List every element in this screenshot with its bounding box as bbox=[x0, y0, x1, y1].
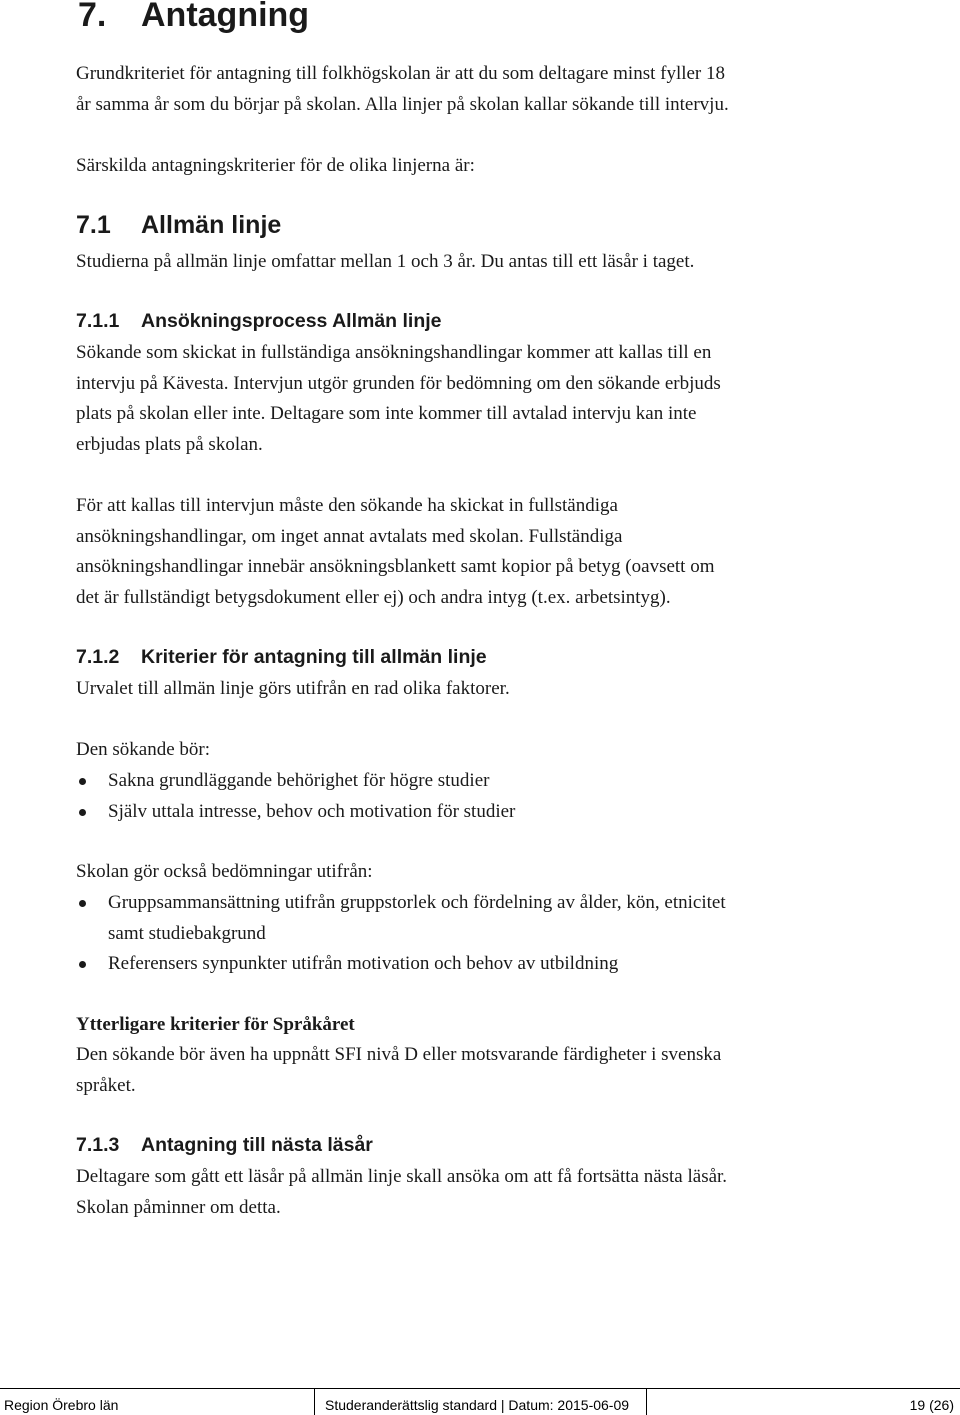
section-number: 7. bbox=[78, 0, 107, 34]
page-footer bbox=[0, 1388, 960, 1415]
subsection-title: Allmän linje bbox=[141, 211, 282, 239]
sprakaret-heading: Ytterligare kriterier för Språkåret bbox=[76, 1014, 355, 1035]
paragraph-line: Skolan påminner om detta. bbox=[76, 1196, 281, 1218]
bullet-line: Gruppsammansättning utifrån gruppstorlek och fördelning av ålder, kön, etnicitet bbox=[108, 892, 726, 913]
paragraph-line: intervju på Kävesta. Intervjun utgör grunden för bedömning om den sökande erbjuds bbox=[76, 372, 721, 394]
paragraph-line: För att kallas till intervjun måste den sökande ha skickat in fullständiga bbox=[76, 495, 618, 516]
bullet-text: Själv uttala intresse, behov och motivation för studier bbox=[108, 801, 516, 822]
footer-divider bbox=[314, 1389, 315, 1415]
paragraph-line: erbjudas plats på skolan. bbox=[76, 433, 263, 455]
footer-page-number: 19 (26) bbox=[909, 1397, 954, 1413]
kriterier-intro: Urvalet till allmän linje görs utifrån en rad olika faktorer. bbox=[76, 678, 510, 699]
footer-divider bbox=[646, 1389, 647, 1415]
bullet-icon bbox=[79, 900, 86, 907]
bullet-icon bbox=[79, 809, 86, 816]
bullet-icon bbox=[79, 778, 86, 785]
paragraph-line: Sökande som skickat in fullständiga ansökningshandlingar kommer att kallas till en bbox=[76, 342, 712, 363]
paragraph-line: ansökningshandlingar, om inget annat avtalats med skolan. Fullständiga bbox=[76, 525, 623, 547]
paragraph-line: Den sökande bör även ha uppnått SFI nivå D eller motsvarande färdigheter i svenska bbox=[76, 1044, 722, 1065]
subsection-number: 7.1 bbox=[76, 211, 111, 239]
intro-line: Grundkriteriet för antagning till folkhögskolan är att du som deltagare minst fyller 18 bbox=[76, 63, 726, 84]
allman-linje-text: Studierna på allmän linje omfattar mellan 1 och 3 år. Du antas till ett läsår i taget. bbox=[76, 251, 695, 272]
bullet-text: Sakna grundläggande behörighet för högre studier bbox=[108, 770, 490, 791]
paragraph-line: plats på skolan eller inte. Deltagare som inte kommer till avtalad intervju kan inte bbox=[76, 403, 697, 425]
subsection-number: 7.1.2 bbox=[76, 646, 120, 668]
subsection-heading-7-1-3 bbox=[76, 1134, 373, 1157]
paragraph-line: ansökningshandlingar innebär ansökningsblankett samt kopior på betyg (oavsett om bbox=[76, 556, 715, 578]
footer-document-info: Studeranderättslig standard | Datum: 2015-06-09 bbox=[325, 1397, 630, 1413]
subsection-heading-7-1-2 bbox=[76, 646, 487, 669]
intro-paragraph bbox=[76, 59, 729, 120]
section-heading bbox=[78, 0, 309, 35]
subsection-number: 7.1.1 bbox=[76, 310, 120, 332]
sprakaret-paragraph bbox=[76, 1040, 721, 1101]
bullet-text bbox=[108, 888, 726, 949]
paragraph-line: Deltagare som gått ett läsår på allmän linje skall ansöka om att få fortsätta nästa läsår. bbox=[76, 1166, 728, 1187]
subsection-heading-7-1-1 bbox=[76, 310, 442, 333]
subsection-heading-7-1 bbox=[76, 211, 281, 240]
bullet-text: Referensers synpunkter utifrån motivation och behov av utbildning bbox=[108, 953, 619, 974]
subsection-number: 7.1.3 bbox=[76, 1134, 120, 1156]
school-heading: Skolan gör också bedömningar utifrån: bbox=[76, 861, 373, 882]
subsection-title: Kriterier för antagning till allmän linje bbox=[141, 646, 487, 668]
special-criteria-text: Särskilda antagningskriterier för de olika linjerna är: bbox=[76, 155, 475, 176]
section-title: Antagning bbox=[141, 0, 310, 34]
intro-line: år samma år som du börjar på skolan. Alla linjer på skolan kallar sökande till intervju. bbox=[76, 93, 729, 115]
ansokningsprocess-paragraph-1 bbox=[76, 338, 721, 460]
nasta-lasar-paragraph bbox=[76, 1162, 727, 1223]
bullet-icon bbox=[79, 961, 86, 968]
applicant-heading: Den sökande bör: bbox=[76, 739, 211, 760]
paragraph-line: språket. bbox=[76, 1074, 136, 1096]
subsection-title: Antagning till nästa läsår bbox=[141, 1134, 373, 1156]
paragraph-line: det är fullständigt betygsdokument eller ej) och andra intyg (t.ex. arbetsintyg). bbox=[76, 586, 671, 608]
footer-organization: Region Örebro län bbox=[4, 1397, 119, 1413]
subsection-title: Ansökningsprocess Allmän linje bbox=[141, 310, 442, 332]
bullet-line: samt studiebakgrund bbox=[108, 922, 266, 944]
ansokningsprocess-paragraph-2 bbox=[76, 491, 715, 613]
